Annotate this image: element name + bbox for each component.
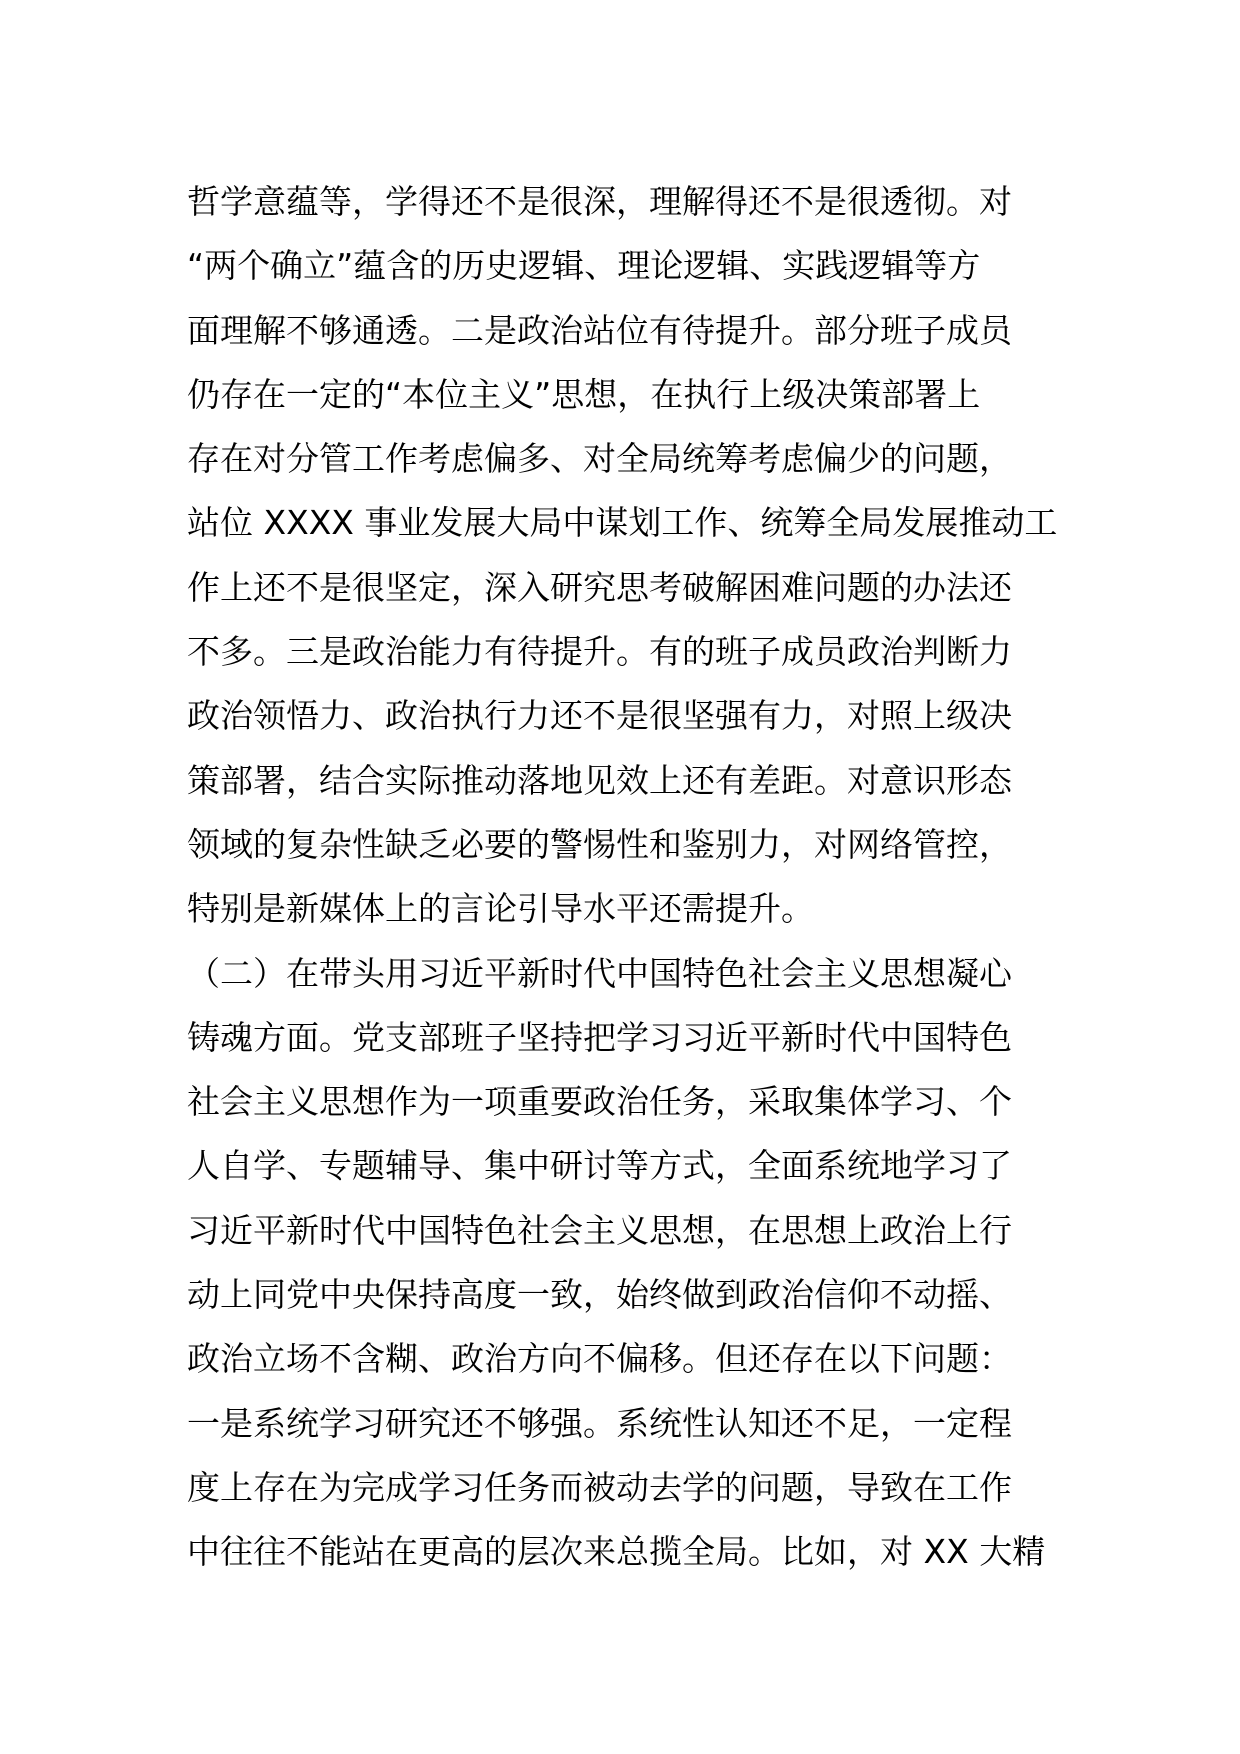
text-line: 铸魂方面。党支部班子坚持把学习习近平新时代中国特色	[187, 1017, 1012, 1057]
text-line: 人自学、专题辅导、集中研讨等方式，全面系统地学习了	[187, 1146, 1012, 1186]
text-line: 政治立场不含糊、政治方向不偏移。但还存在以下问题：	[187, 1339, 1012, 1379]
text-line: 存在对分管工作考虑偏多、对全局统筹考虑偏少的问题，	[187, 439, 1012, 479]
text-line: 一是系统学习研究还不够强。系统性认知还不足，一定程	[187, 1403, 1012, 1443]
text-line: 特别是新媒体上的言论引导水平还需提升。	[187, 889, 814, 929]
text-line: 动上同党中央保持高度一致，始终做到政治信仰不动摇、	[187, 1275, 1012, 1315]
text-line: 不多。三是政治能力有待提升。有的班子成员政治判断力	[187, 632, 1012, 672]
text-line: 站位 XXXX 事业发展大局中谋划工作、统筹全局发展推动工	[187, 503, 1058, 543]
body-text	[187, 170, 1067, 1585]
text-line: 中往往不能站在更高的层次来总揽全局。比如，对 XX 大精	[187, 1532, 1046, 1572]
section-heading-line: （二）在带头用习近平新时代中国特色社会主义思想凝心	[187, 953, 1012, 993]
text-line: 领域的复杂性缺乏必要的警惕性和鉴别力，对网络管控，	[187, 824, 1012, 864]
text-line: 习近平新时代中国特色社会主义思想，在思想上政治上行	[187, 1210, 1012, 1250]
text-line: 作上还不是很坚定，深入研究思考破解困难问题的办法还	[187, 567, 1012, 607]
text-line: 度上存在为完成学习任务而被动去学的问题，导致在工作	[187, 1467, 1012, 1507]
text-line: 策部署，结合实际推动落地见效上还有差距。对意识形态	[187, 760, 1012, 800]
text-line: “两个确立”蕴含的历史逻辑、理论逻辑、实践逻辑等方	[187, 246, 981, 286]
text-line: 社会主义思想作为一项重要政治任务，采取集体学习、个	[187, 1082, 1012, 1122]
text-line: 仍存在一定的“本位主义”思想，在执行上级决策部署上	[187, 374, 981, 414]
text-line: 政治领悟力、政治执行力还不是很坚强有力，对照上级决	[187, 696, 1012, 736]
text-line: 哲学意蕴等，学得还不是很深，理解得还不是很透彻。对	[187, 182, 1012, 221]
text-line: 面理解不够通透。二是政治站位有待提升。部分班子成员	[187, 310, 1012, 350]
